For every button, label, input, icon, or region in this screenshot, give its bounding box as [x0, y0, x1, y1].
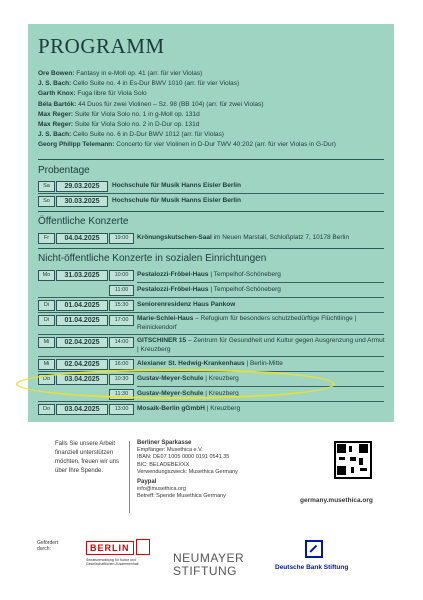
event-time: 16:00 [109, 359, 134, 370]
neumayer-logo [173, 552, 244, 578]
event-time: 13:00 [109, 404, 134, 415]
event-date: 02.04.2025 [56, 337, 108, 348]
event-venue: Marie-Schlei-Haus – Refugium für besonders schutzbedürftige Flüchtlinge | Reinickendorf [137, 315, 357, 331]
program-item: Ore Bowen: Fantasy in e-Moll op. 41 (arr. für vier Violas) [38, 70, 203, 77]
funded-by-label: Gefördert durch: [37, 540, 59, 552]
section-title-oeffentlich: Öffentliche Konzerte [38, 216, 129, 227]
berlin-bear-icon [136, 539, 150, 555]
row-divider [38, 401, 384, 402]
sponsor-bar [0, 540, 423, 600]
website-url[interactable]: germany.musethica.org [300, 497, 373, 504]
qr-code-icon [334, 441, 372, 479]
event-day: Mo [38, 270, 55, 281]
event-date: 29.03.2025 [56, 181, 108, 192]
highlight-ellipse [16, 369, 335, 399]
event-date: 03.04.2025 [56, 404, 108, 415]
section-title-probentage: Probentage [38, 165, 90, 176]
event-time: 19:00 [109, 233, 134, 244]
program-list [38, 69, 390, 151]
program-panel [28, 24, 394, 422]
program-item: Garth Knox: Fuga libre für Viola Solo [38, 90, 147, 98]
event-day: Fr [38, 233, 55, 244]
event-time: 10:00 [109, 270, 134, 281]
row-divider [38, 297, 384, 298]
bank-line: BIC: BELADEBEXXX [137, 461, 190, 468]
footer-divider [129, 441, 130, 513]
bank-line: IBAN: DE07 1005 0000 0191 0541 35 [137, 454, 230, 461]
event-time: 11:00 [109, 285, 134, 296]
program-item: J. S. Bach: Cello Suite no. 4 in Es-Dur BWV 1010 (arr. für vier Violas) [38, 80, 240, 88]
row-divider [38, 334, 384, 335]
bank-title: Berliner Sparkasse [137, 440, 192, 446]
event-venue: Seniorenresidenz Haus Pankow [137, 301, 236, 308]
program-item: Max Reger: Suite für Viola Solo no. 2 in D-Dur op. 131d [38, 121, 200, 129]
section-divider [38, 211, 384, 212]
event-venue: Hochschule für Musik Hanns Eisler Berlin [112, 182, 241, 189]
program-item: Georg Philipp Telemann: Concerto für vier Violinen in D-Dur TWV 40:202 (arr. für vier Violas in G-Dur) [38, 141, 336, 149]
event-venue: Pestalozzi-Fröbel-Haus | Tempelhof-Schöneberg [137, 286, 281, 293]
event-venue: Hochschule für Musik Hanns Eisler Berlin [112, 197, 241, 204]
row-divider [38, 193, 384, 194]
event-date: 01.04.2025 [56, 315, 108, 326]
section-divider [38, 159, 384, 160]
event-time: 15:30 [109, 300, 134, 311]
event-date: 30.03.2025 [56, 196, 108, 207]
page-title: PROGRAMM [38, 34, 165, 58]
event-day: Do [38, 374, 55, 385]
event-day: Mi [38, 337, 55, 348]
donation-text: Falls Sie unsere Arbeit finanziell unterstützen möchten, freuen wir uns über Ihre Spende. [55, 441, 120, 474]
event-venue: GITSCHINER 15 – Zentrum für Gesundheit und Kultur gegen Ausgrenzung und Armut | Kreuzberg [137, 337, 385, 353]
event-venue: Alexianer St. Hedwig-Krankenhaus | Berlin-Mitte [137, 360, 283, 367]
paypal-line: Betreff: Spende Musethica Germany [137, 493, 226, 500]
event-day: Sa [38, 181, 55, 192]
event-venue: Pestalozzi-Fröbel-Haus | Tempelhof-Schöneberg [137, 271, 281, 278]
event-day: Di [38, 300, 55, 311]
row-divider [38, 312, 384, 313]
program-item: Béla Bartók: 44 Duos für zwei Violinen – Sz. 98 (BB 104) (arr. für zwei Violas) [38, 100, 264, 108]
event-date: 31.03.2025 [56, 270, 108, 281]
program-item: Max Reger: Suite für Viola Solo no. 1 in g-Moll op. 131d [38, 110, 200, 118]
event-day: Mi [38, 359, 55, 370]
bank-line: Empfänger: Musethica e.V. [137, 447, 203, 454]
program-item: J. S. Bach: Cello Suite no. 6 in D-Dur BWV 1012 (arr. für Violas) [38, 131, 224, 139]
section-title-nicht: Nicht-öffentliche Konzerte in sozialen Einrichtungen [38, 253, 267, 264]
berlin-wordmark: BERLIN [86, 541, 134, 555]
event-venue: Mosaik-Berlin gGmbH | Kreuzberg [137, 405, 241, 412]
event-date: 04.04.2025 [56, 233, 108, 244]
event-venue: Gustav-Meyer-Schule | Kreuzberg [137, 390, 239, 397]
event-time: 14:00 [109, 337, 134, 348]
row-divider [38, 356, 384, 357]
event-time: 11:30 [109, 389, 134, 400]
deutsche-bank-icon [305, 540, 323, 558]
bank-line: Verwendungszweck: Musethica Germany [137, 468, 238, 475]
berlin-logo [86, 538, 146, 578]
event-day: Di [38, 315, 55, 326]
neumayer-line: NEUMAYER [173, 551, 245, 565]
berlin-subtitle: Senatsverwaltung für Kultur und Gesellschaftlichen Zusammenhalt [86, 558, 139, 566]
event-date: 02.04.2025 [56, 359, 108, 370]
paypal-line: info@musethica.org [137, 486, 186, 493]
event-date: 01.04.2025 [56, 300, 108, 311]
event-time: 10:30 [109, 374, 134, 385]
event-venue: Gustav-Meyer-Schule | Kreuzberg [137, 375, 239, 382]
row-divider [137, 282, 384, 283]
paypal-title: Paypal [137, 479, 157, 486]
deutsche-bank-text: Deutsche Bank Stiftung [275, 564, 349, 571]
event-time: 17:00 [109, 315, 134, 326]
neumayer-line: STIFTUNG [173, 564, 237, 578]
event-day: So [38, 196, 55, 207]
event-day: Do [38, 404, 55, 415]
event-date: 03.04.2025 [56, 374, 108, 385]
section-divider [38, 248, 384, 249]
event-venue: Krönungskutschen-Saal im Neuen Marstall, Schloßplatz 7, 10178 Berlin [137, 234, 350, 241]
bank-details [137, 440, 297, 501]
